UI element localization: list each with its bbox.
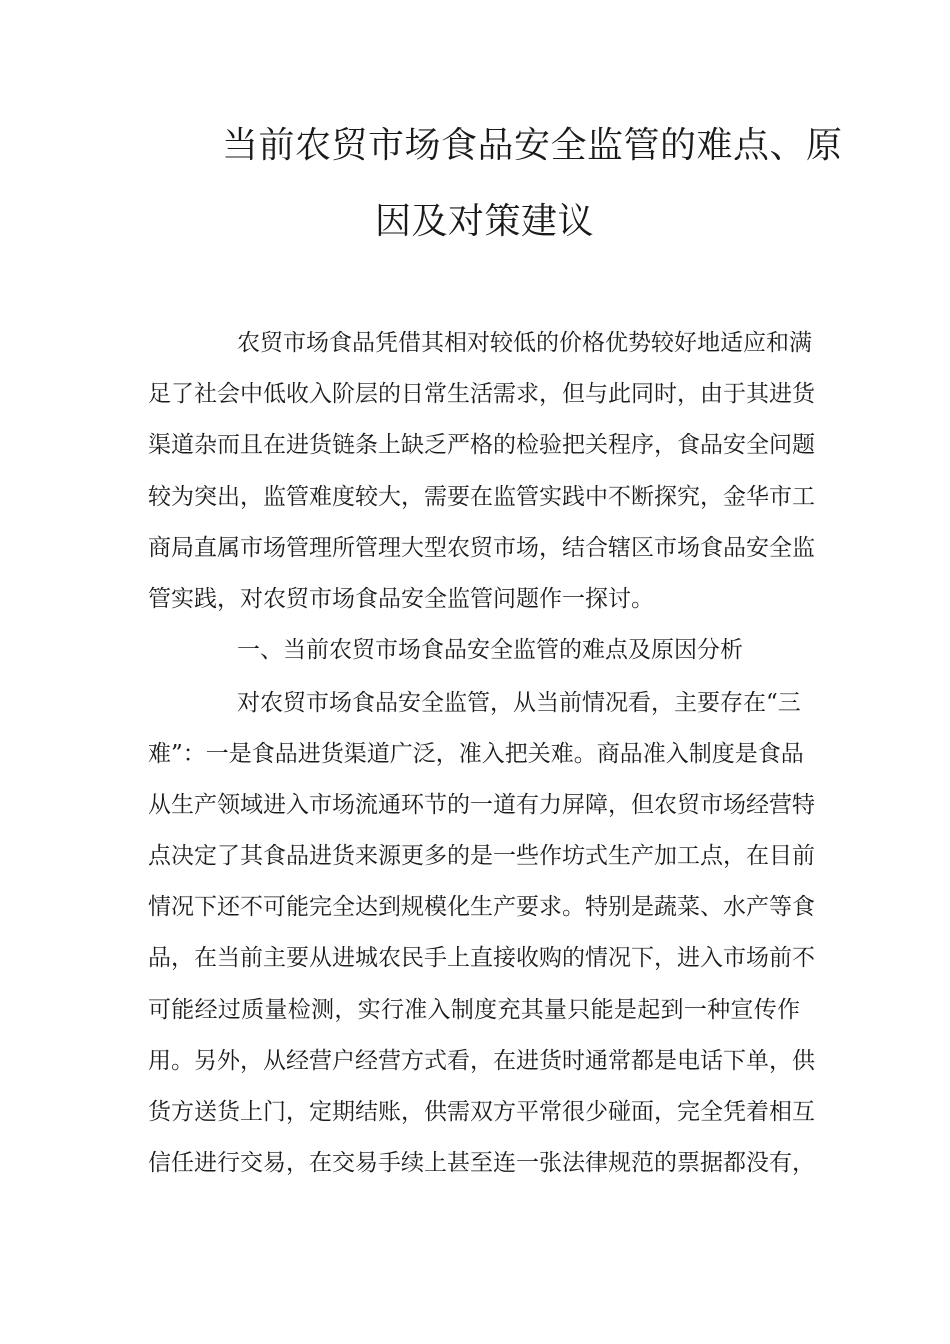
document-title-line-2: 因及对策建议 [375, 201, 595, 242]
paragraph-line: 情况下还不可能完全达到规模化生产要求。特别是蔬菜、水产等食 [148, 894, 815, 920]
paragraph-line: 管实践，对农贸市场食品安全监管问题作一探讨。 [148, 586, 654, 612]
paragraph-line: 渠道杂而且在进货链条上缺乏严格的检验把关程序，食品安全问题 [148, 432, 815, 458]
paragraph-line: 较为突出，监管难度较大，需要在监管实践中不断探究，金华市工 [148, 484, 815, 510]
paragraph-line: 信任进行交易，在交易手续上甚至连一张法律规范的票据都没有， [148, 1150, 815, 1176]
paragraph-line: 从生产领域进入市场流通环节的一道有力屏障，但农贸市场经营特 [148, 792, 815, 818]
paragraph-line: 用。另外，从经营户经营方式看，在进货时通常都是电话下单，供 [148, 1048, 815, 1074]
paragraph-line: 货方送货上门，定期结账，供需双方平常很少碰面，完全凭着相互 [148, 1099, 815, 1125]
document-title-line-1: 当前农贸市场食品安全监管的难点、原 [222, 125, 843, 166]
paragraph-line: 对农贸市场食品安全监管，从当前情况看，主要存在“三 [237, 690, 801, 716]
section-heading: 一、当前农贸市场食品安全监管的难点及原因分析 [237, 637, 743, 663]
paragraph-line: 农贸市场食品凭借其相对较低的价格优势较好地适应和满 [237, 330, 812, 356]
paragraph-line: 品，在当前主要从进城农民手上直接收购的情况下，进入市场前不 [148, 945, 815, 971]
paragraph-line: 足了社会中低收入阶层的日常生活需求，但与此同时，由于其进货 [148, 381, 815, 407]
paragraph-line: 商局直属市场管理所管理大型农贸市场，结合辖区市场食品安全监 [148, 535, 815, 561]
paragraph-line: 可能经过质量检测，实行准入制度充其量只能是起到一种宣传作 [148, 997, 800, 1023]
paragraph-line: 点决定了其食品进货来源更多的是一些作坊式生产加工点，在目前 [148, 843, 815, 869]
paragraph-line: 难”：一是食品进货渠道广泛，准入把关难。商品准入制度是食品 [148, 741, 804, 767]
